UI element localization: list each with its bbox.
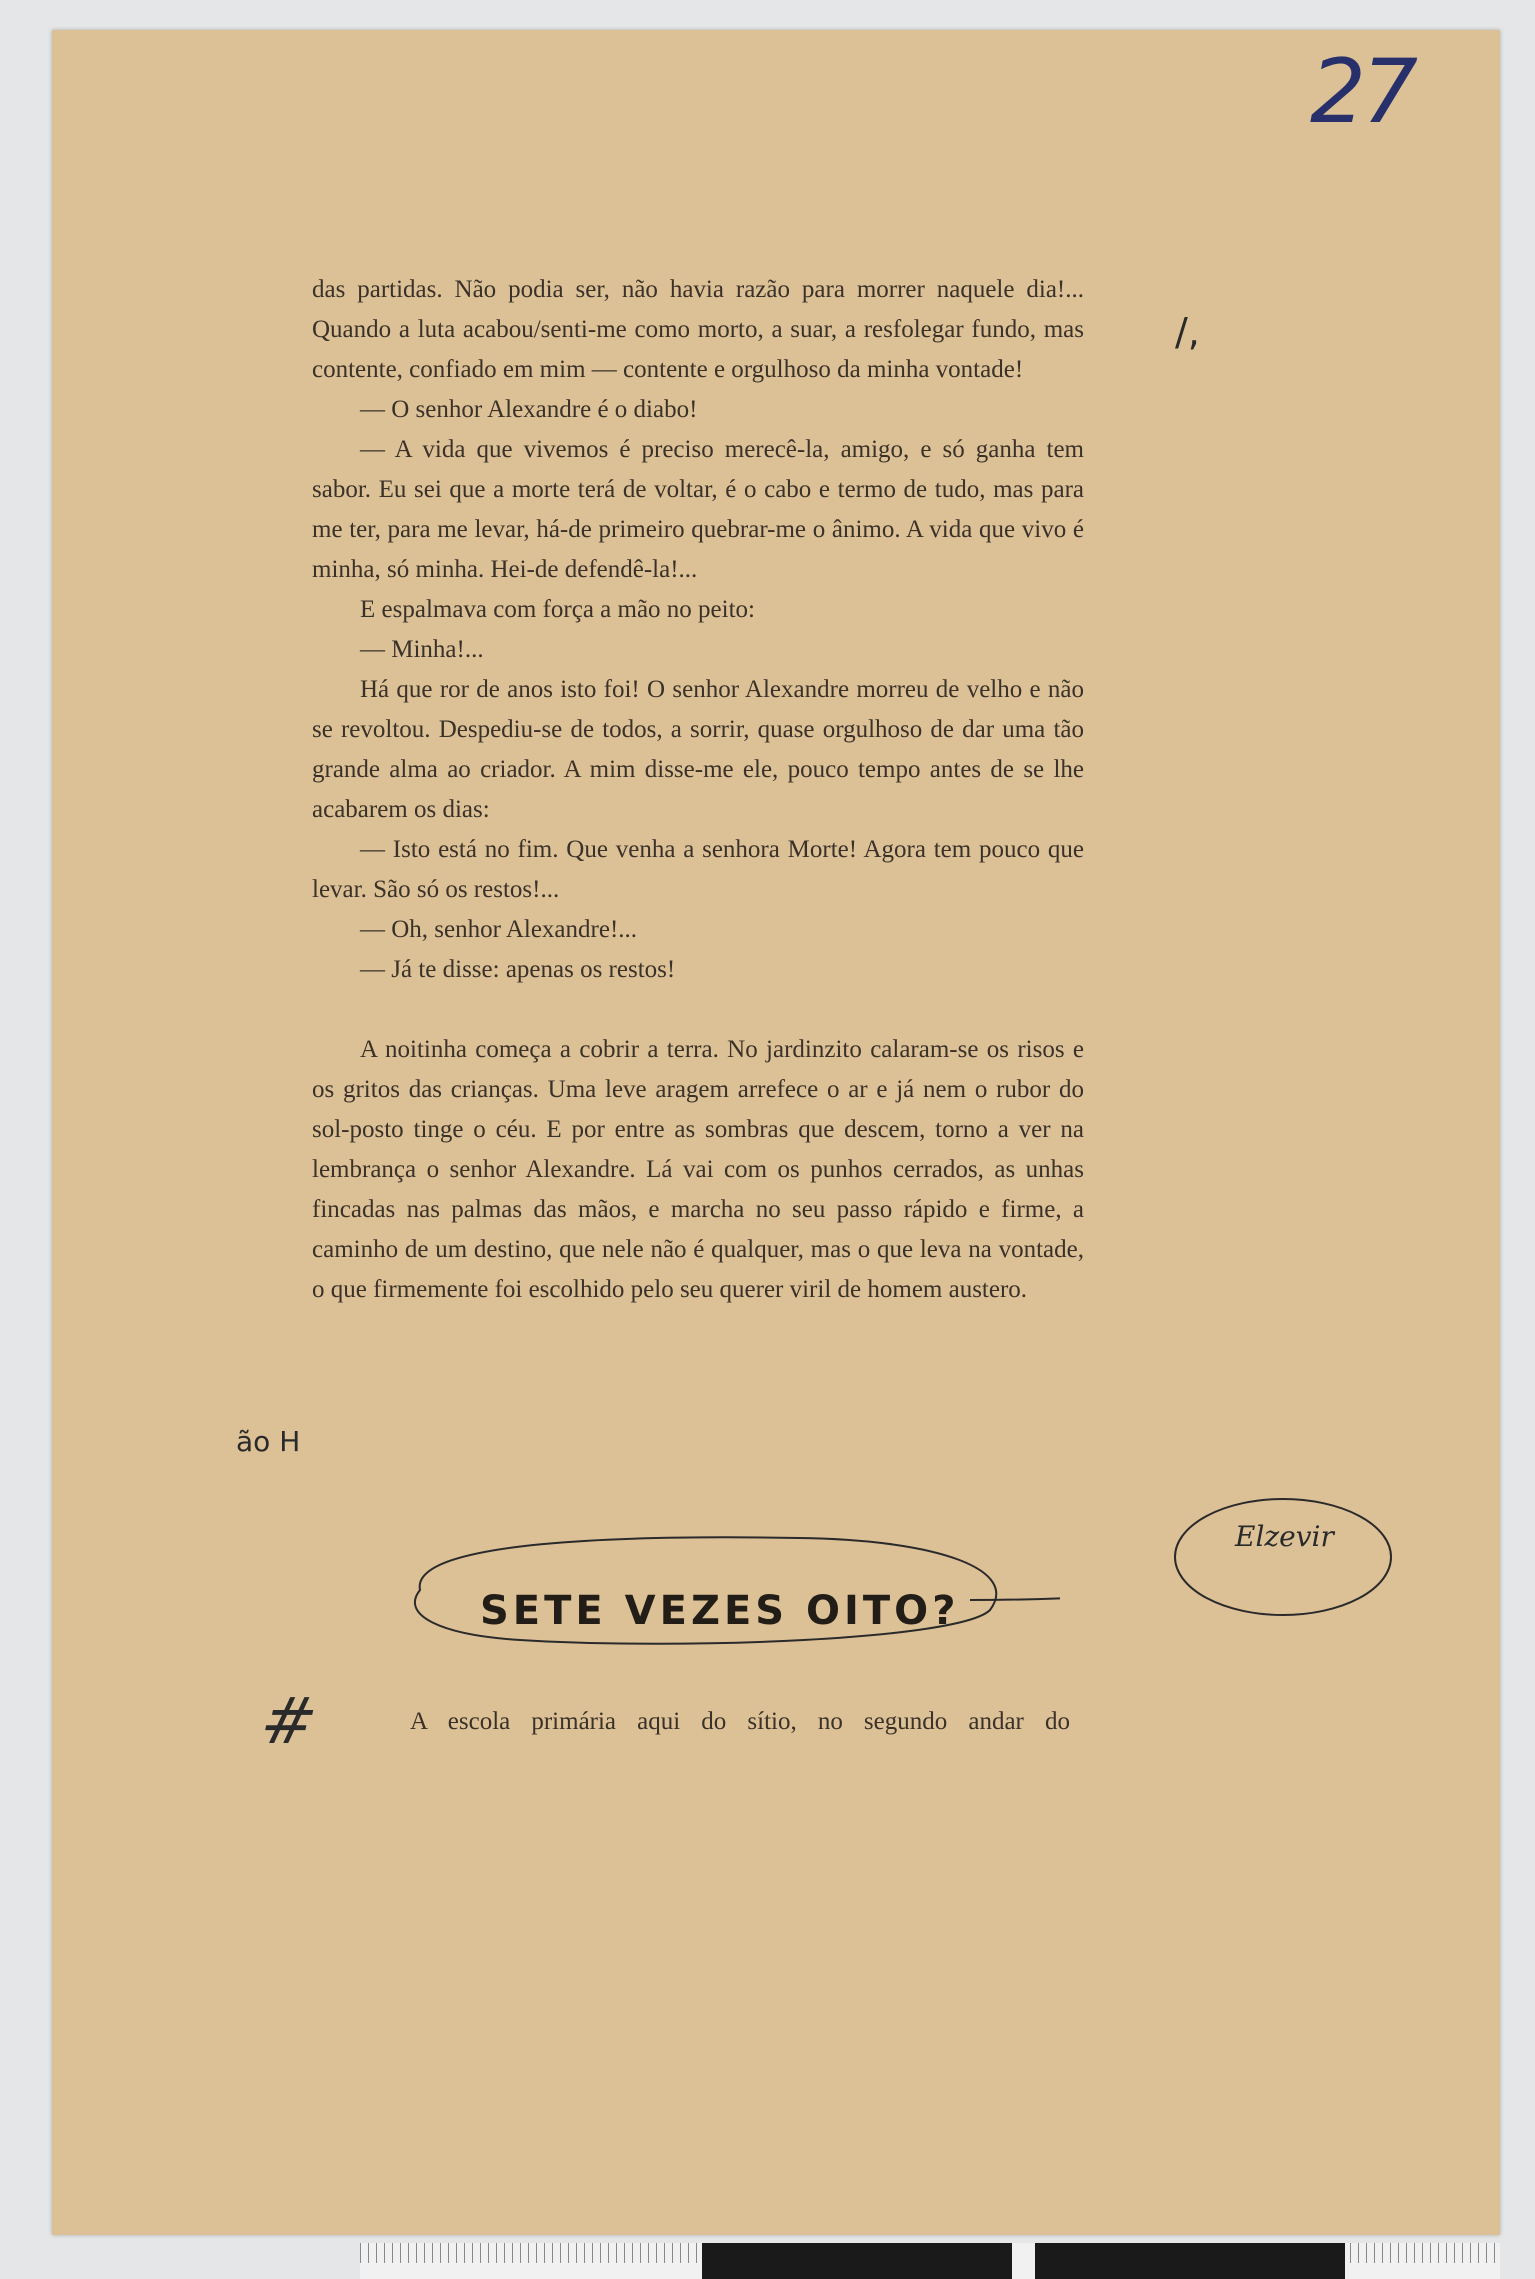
paragraph: A noitinha começa a cobrir a terra. No jardinzito calaram-se os risos e os gritos das crianças. Uma leve aragem arrefece o ar e já nem o rubor do sol-posto tinge o céu. E por entre as sombras que descem, torno a ver na lembrança o senhor Alexandre. Lá vai com os punhos cerrados, as unhas fincadas nas palmas das mãos, e marcha no seu passo rápido e firme, a caminho de um destino, que nele não é qualquer, mas o que leva na vontade, o que firmemente foi escolhido pelo seu querer viril de homem austero. — [312, 1036, 1084, 1303]
paragraph: Há que ror de anos isto foi! O senhor Alexandre morreu de velho e não se revoltou. Despediu-se de todos, a sorrir, quase orgulhoso de dar uma tão grande alma ao criador. A mim disse-me ele, pouco tempo antes de se lhe acabarem os dias: — [312, 676, 1084, 823]
color-bar — [702, 2243, 1012, 2279]
handwritten-margin-mark: /, — [1175, 310, 1200, 354]
body-text — [312, 270, 1084, 1310]
paragraph: E espalmava com força a mão no peito: — [360, 596, 755, 623]
next-section-first-line: A escola primária aqui do sítio, no segundo andar do — [410, 1708, 1070, 1735]
paragraph: — O senhor Alexandre é o diabo! — [360, 396, 698, 423]
paragraph: — Isto está no fim. Que venha a senhora Morte! Agora tem pouco que levar. São só os restos!... — [312, 836, 1084, 903]
handwritten-oval — [1168, 1492, 1398, 1622]
page-number: 27 — [1310, 40, 1414, 143]
ruler-ticks — [1350, 2243, 1500, 2263]
handwritten-note: Elzevir — [1235, 1520, 1334, 1553]
section-title: SETE VEZES OITO? — [480, 1588, 960, 1634]
paragraph: — Já te disse: apenas os restos! — [360, 956, 676, 983]
color-bar — [1035, 2243, 1345, 2279]
paragraph: das partidas. Não podia ser, não havia razão para morrer naquele dia!... Quando a luta acabou/senti-me como morto, a suar, a resfolegar fundo, mas contente, confiado em mim — contente e orgulhoso da minha vontade! — [312, 276, 1084, 383]
handwritten-correction-mark: ão H — [236, 1425, 301, 1458]
paragraph: — A vida que vivemos é preciso merecê-la, amigo, e só ganha tem sabor. Eu sei que a morte terá de voltar, é o cabo e termo de tudo, mas para me ter, para me levar, há-de primeiro quebrar-me o ânimo. A vida que vivo é minha, só minha. Hei-de defendê-la!... — [312, 436, 1084, 583]
paragraph: — Oh, senhor Alexandre!... — [360, 916, 638, 943]
ruler-ticks — [360, 2243, 700, 2263]
scale-ruler — [360, 2243, 1500, 2279]
handwritten-hash-mark: # — [254, 1685, 324, 1759]
paragraph: — Minha!... — [360, 636, 484, 663]
